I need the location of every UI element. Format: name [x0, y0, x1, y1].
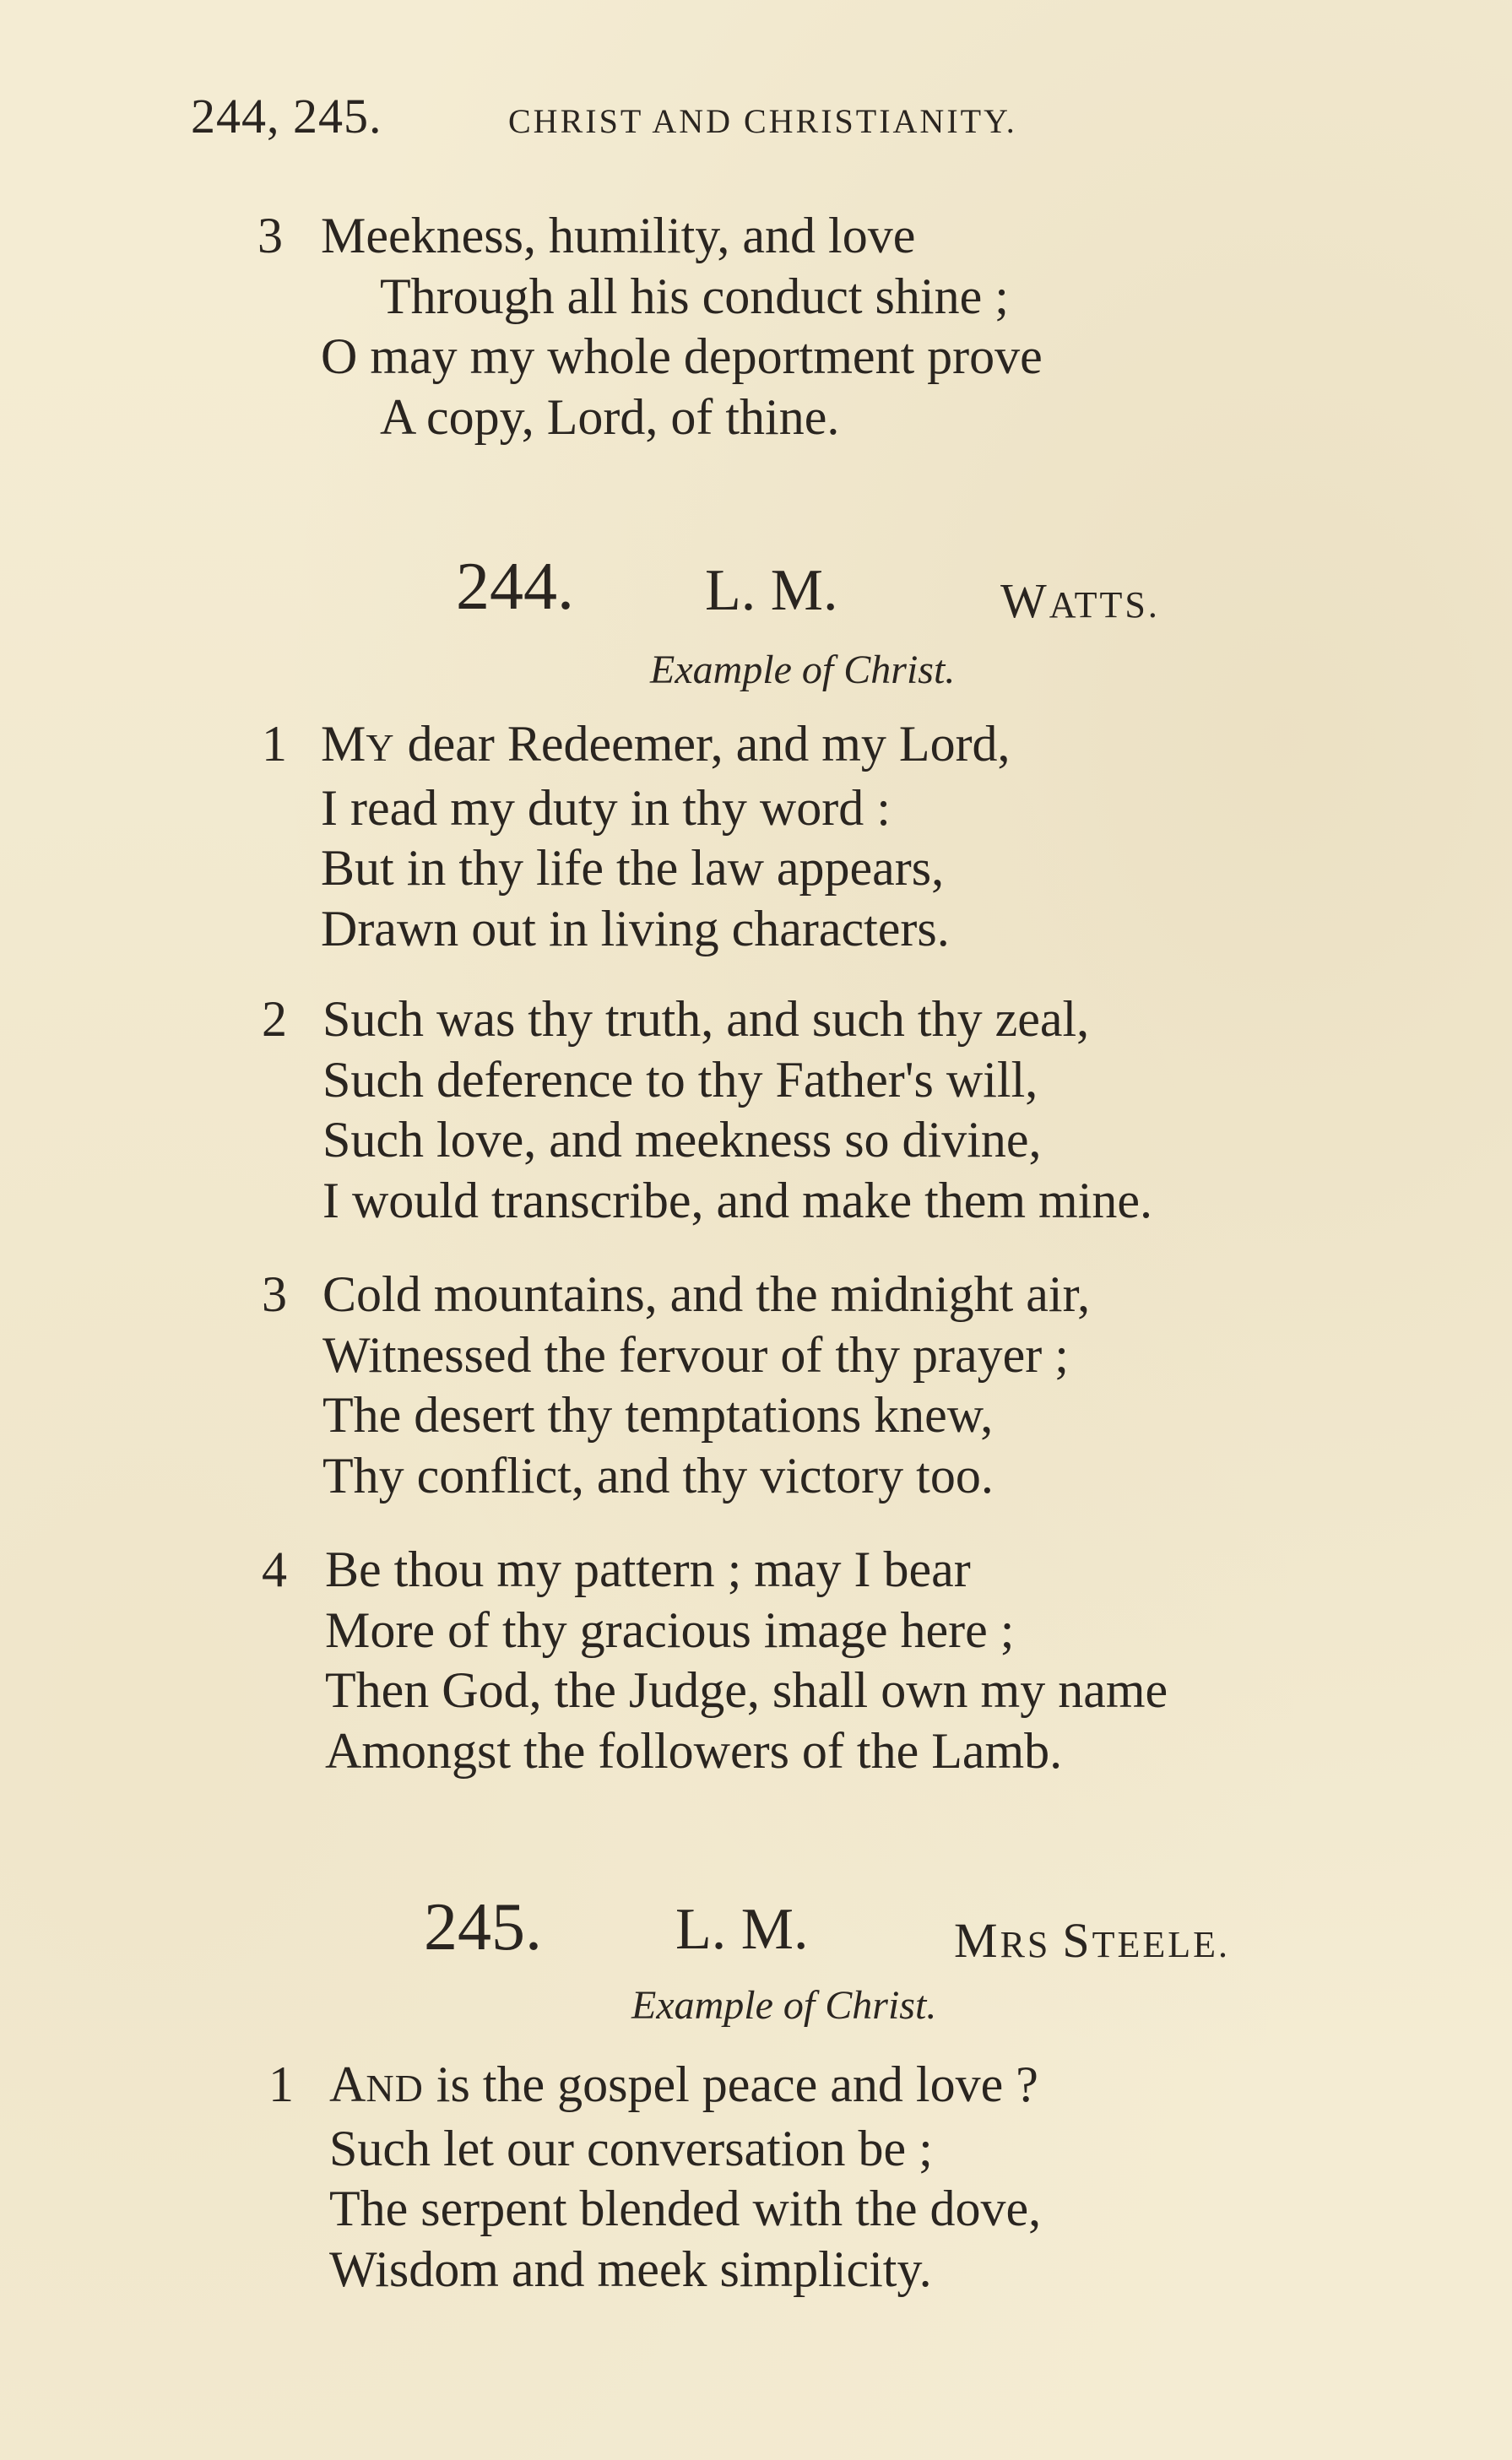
- hymn-verse: [262, 1265, 1444, 1506]
- verse-line: The desert thy temptations knew,: [322, 1387, 994, 1443]
- verse-line: Through all his conduct shine ;: [380, 268, 1009, 324]
- verse-line: Thy conflict, and thy victory too.: [322, 1447, 994, 1504]
- verse-number: 3: [262, 1266, 287, 1322]
- author-initial: W: [1000, 573, 1049, 628]
- running-head-page-numbers: 244, 245.: [191, 89, 382, 144]
- hymn-author: [1000, 572, 1160, 629]
- verse-line: O may my whole deportment prove: [321, 328, 1043, 384]
- verse-number: 1: [268, 2056, 294, 2112]
- verse-line: Meekness, humility, and love: [321, 208, 916, 263]
- verse-line: Such was thy truth, and such thy zeal,: [322, 991, 1090, 1047]
- first-word-rest: ND: [366, 2067, 424, 2110]
- hymn-number: 245.: [424, 1890, 542, 1964]
- author-initial: S: [1062, 1913, 1092, 1968]
- verse-number: 2: [262, 991, 287, 1047]
- author-rest: RS: [1000, 1924, 1063, 1965]
- verse-line: Such deference to thy Father's will,: [322, 1051, 1038, 1108]
- hymn-verse: [268, 2055, 1366, 2300]
- verse-line: More of thy gracious image here ;: [325, 1601, 1015, 1658]
- verse-line: [268, 2055, 1366, 2119]
- verse-line: But in thy life the law appears,: [321, 840, 945, 896]
- verse-line: I would transcribe, and make them mine.: [322, 1172, 1153, 1228]
- verse-line: Such let our conversation be ;: [329, 2120, 933, 2176]
- hymn-author: [954, 1912, 1230, 1969]
- verse-number: 4: [262, 1542, 287, 1597]
- verse-line: Drawn out in living characters.: [321, 900, 950, 956]
- verse-line: Witnessed the fervour of thy prayer ;: [322, 1326, 1069, 1383]
- author-rest: ATTS.: [1049, 584, 1160, 626]
- verse-line: Wisdom and meek simplicity.: [329, 2241, 932, 2297]
- first-line-rest: is the gospel peace and love ?: [423, 2056, 1038, 2112]
- hymn-number: 244.: [456, 550, 574, 624]
- hymn-verse: [262, 1540, 1486, 1781]
- hymn-meter: L. M.: [675, 1897, 809, 1962]
- verse-number: 3: [257, 208, 283, 263]
- hymn-subject: Example of Christ.: [650, 648, 956, 692]
- verse-line: [262, 714, 1359, 778]
- verse-line: Amongst the followers of the Lamb.: [325, 1722, 1063, 1779]
- verse-line: The serpent blended with the dove,: [329, 2181, 1042, 2236]
- verse-line: Such love, and meekness so divine,: [322, 1112, 1042, 1168]
- verse-line: Be thou my pattern ; may I bear: [325, 1542, 971, 1597]
- verse-line: A copy, Lord, of thine.: [380, 388, 840, 445]
- hymn-meter: L. M.: [705, 558, 838, 623]
- first-word-initial: A: [329, 2056, 366, 2112]
- hymn-verse: [262, 989, 1444, 1231]
- first-word-rest: Y: [366, 726, 395, 769]
- first-word-initial: M: [321, 716, 366, 772]
- author-initial: M: [954, 1913, 1000, 1968]
- previous-hymn-verse: [257, 206, 1355, 447]
- running-head-title: CHRIST AND CHRISTIANITY.: [508, 102, 1017, 140]
- verse-line: Then God, the Judge, shall own my name: [325, 1662, 1168, 1718]
- verse-line: I read my duty in thy word :: [321, 779, 891, 836]
- hymn-verse: [262, 714, 1359, 959]
- hymn-subject: Example of Christ.: [631, 1983, 937, 2028]
- verse-line: Cold mountains, and the midnight air,: [322, 1266, 1091, 1322]
- verse-number: 1: [262, 716, 287, 772]
- author-rest: TEELE.: [1092, 1924, 1231, 1965]
- first-line-rest: dear Redeemer, and my Lord,: [394, 716, 1011, 772]
